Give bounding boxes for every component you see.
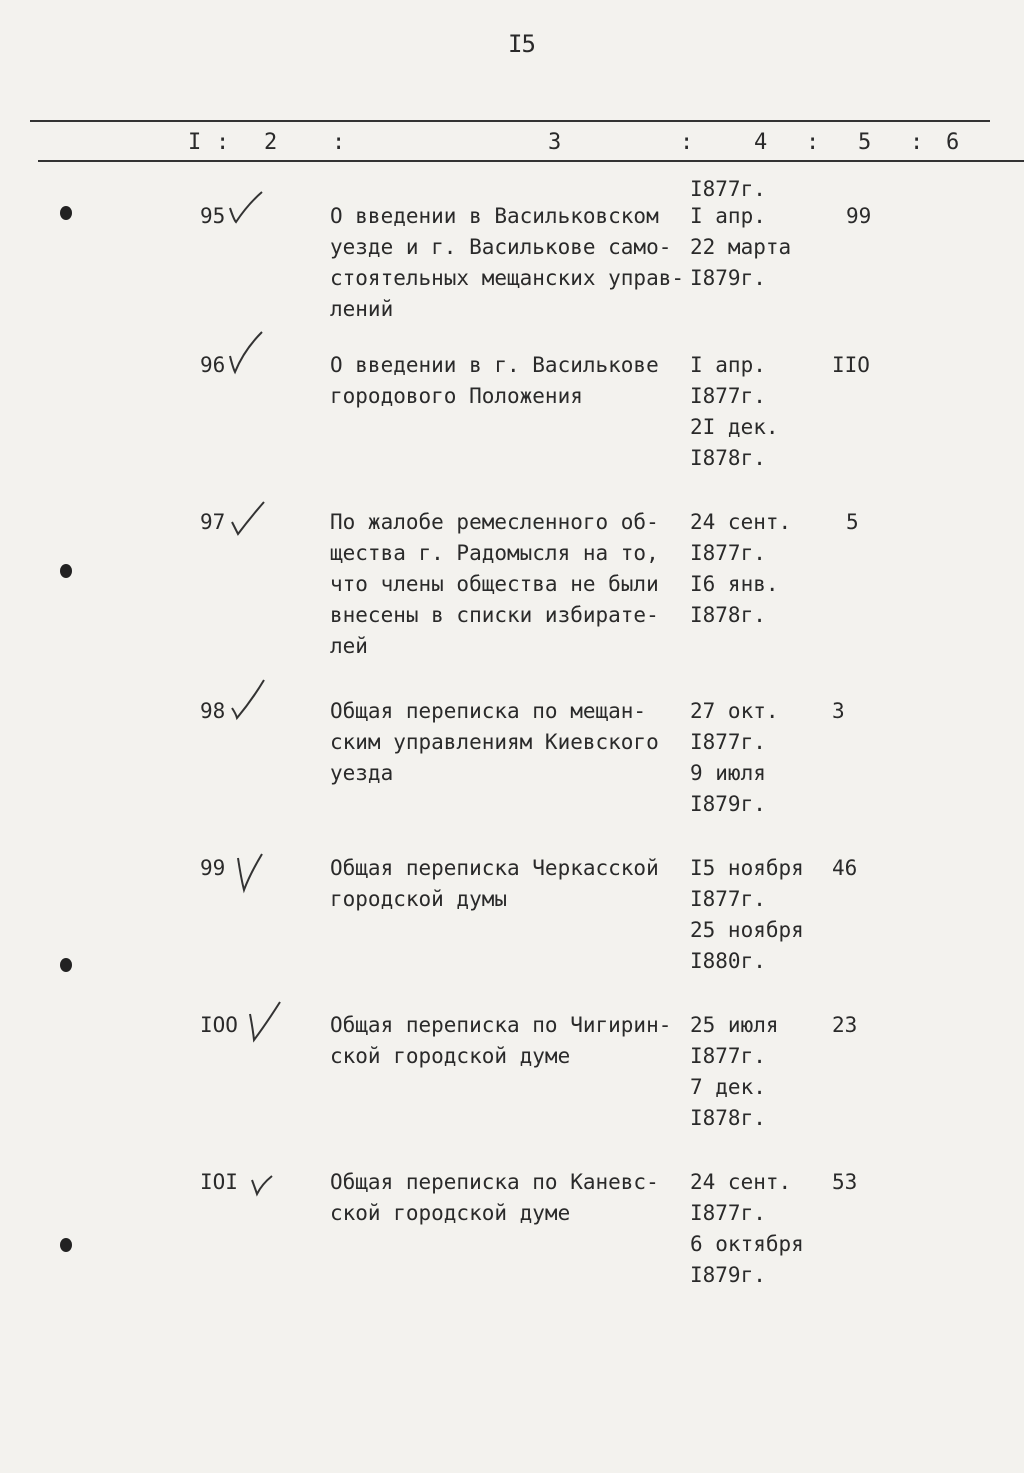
- checkmark-icon: [226, 186, 266, 232]
- entry-date-line: I877г.: [690, 384, 766, 408]
- checkmark-icon: [244, 998, 284, 1044]
- entry-title-line: что члены общества не были: [330, 572, 659, 596]
- entry-sheet-count: 3: [832, 699, 845, 723]
- entry-title-line: Общая переписка Черкасской: [330, 856, 659, 880]
- page-number: I5: [508, 30, 535, 58]
- entry-title-line: ским управлениям Киевского: [330, 730, 659, 754]
- entry-sheet-count: 99: [846, 204, 872, 228]
- column-separator: :: [216, 130, 230, 155]
- entry-date-line: I878г.: [690, 1106, 766, 1130]
- entry-date-line: 24 сент.: [690, 510, 792, 534]
- entry-sheet-count: IIO: [832, 353, 870, 377]
- entry-date-line: 25 июля: [690, 1013, 779, 1037]
- entry-date-line: I6 янв.: [690, 572, 779, 596]
- entry-date-line: I877г.: [690, 541, 766, 565]
- entry-sheet-count: 46: [832, 856, 858, 880]
- binder-hole: [60, 958, 72, 972]
- entry-number: IOI: [200, 1170, 238, 1194]
- checkmark-icon: [244, 1164, 284, 1210]
- entry-title-line: лений: [330, 297, 394, 321]
- entry-title-line: городового Положения: [330, 384, 583, 408]
- entry-title-line: ской городской думе: [330, 1201, 571, 1225]
- entry-date-line: I878г.: [690, 603, 766, 627]
- entry-sheet-count: 53: [832, 1170, 858, 1194]
- entry-title-line: лей: [330, 634, 368, 658]
- entry-sheet-count: 5: [846, 510, 859, 534]
- entry-title-line: О введении в г. Василькове: [330, 353, 659, 377]
- entry-date-line: I878г.: [690, 446, 766, 470]
- entry-date-line: I877г.: [690, 730, 766, 754]
- entry-number: 99: [200, 856, 226, 880]
- header-rule-bottom: [38, 160, 1024, 162]
- entry-date-line: I877г.: [690, 887, 766, 911]
- entry-number: 95: [200, 204, 226, 228]
- entry-date-line: I5 ноября: [690, 856, 804, 880]
- binder-hole: [60, 206, 72, 220]
- entry-date-line: 22 марта: [690, 235, 792, 259]
- entry-title-line: Общая переписка по Каневс-: [330, 1170, 659, 1194]
- entry-title-line: городской думы: [330, 887, 508, 911]
- entry-date-line: I879г.: [690, 266, 766, 290]
- entry-date-line: I апр.: [690, 204, 766, 228]
- entry-number: 98: [200, 699, 226, 723]
- entry-number: 97: [200, 510, 226, 534]
- entry-date-line: 7 дек.: [690, 1075, 766, 1099]
- entry-date-line: 25 ноября: [690, 918, 804, 942]
- entry-title-line: Общая переписка по Чигирин-: [330, 1013, 672, 1037]
- column-header-4: 4: [754, 130, 768, 155]
- entry-date-line: I877г.: [690, 1201, 766, 1225]
- entry-title-line: Общая переписка по мещан-: [330, 699, 647, 723]
- entry-title-line: ской городской думе: [330, 1044, 571, 1068]
- column-header-6: 6: [946, 130, 960, 155]
- entry-sheet-count: 23: [832, 1013, 858, 1037]
- entry-title-line: стоятельных мещанских управ-: [330, 266, 685, 290]
- column-separator: :: [680, 130, 694, 155]
- checkmark-icon: [228, 494, 268, 540]
- entry-date-line: 2I дек.: [690, 415, 779, 439]
- entry-date-line: I апр.: [690, 353, 766, 377]
- entry-title-line: О введении в Васильковском: [330, 204, 659, 228]
- column-separator: :: [910, 130, 924, 155]
- entry-date-line: I879г.: [690, 792, 766, 816]
- entry-date-line: I877г.: [690, 1044, 766, 1068]
- entry-date-line: I880г.: [690, 949, 766, 973]
- header-rule-top: [30, 120, 990, 122]
- entry-date-line: 6 октября: [690, 1232, 804, 1256]
- column-header-1: I: [188, 130, 202, 155]
- entry-date-line: I877г.: [690, 177, 766, 201]
- checkmark-icon: [224, 330, 264, 376]
- column-separator: :: [332, 130, 346, 155]
- entry-number: IOO: [200, 1013, 238, 1037]
- entry-date-line: 9 июля: [690, 761, 766, 785]
- column-header-5: 5: [858, 130, 872, 155]
- binder-hole: [60, 564, 72, 578]
- entry-date-line: I879г.: [690, 1263, 766, 1287]
- column-separator: :: [806, 130, 820, 155]
- entry-number: 96: [200, 353, 226, 377]
- entry-title-line: уезда: [330, 761, 394, 785]
- column-header-2: 2: [264, 130, 278, 155]
- entry-title-line: По жалобе ремесленного об-: [330, 510, 659, 534]
- column-header-3: 3: [548, 130, 562, 155]
- entry-date-line: 24 сент.: [690, 1170, 792, 1194]
- checkmark-icon: [232, 848, 272, 894]
- binder-hole: [60, 1238, 72, 1252]
- entry-title-line: внесены в списки избирате-: [330, 603, 659, 627]
- entry-title-line: щества г. Радомысля на то,: [330, 541, 659, 565]
- checkmark-icon: [228, 676, 268, 722]
- entry-title-line: уезде и г. Василькове само-: [330, 235, 672, 259]
- entry-date-line: 27 окт.: [690, 699, 779, 723]
